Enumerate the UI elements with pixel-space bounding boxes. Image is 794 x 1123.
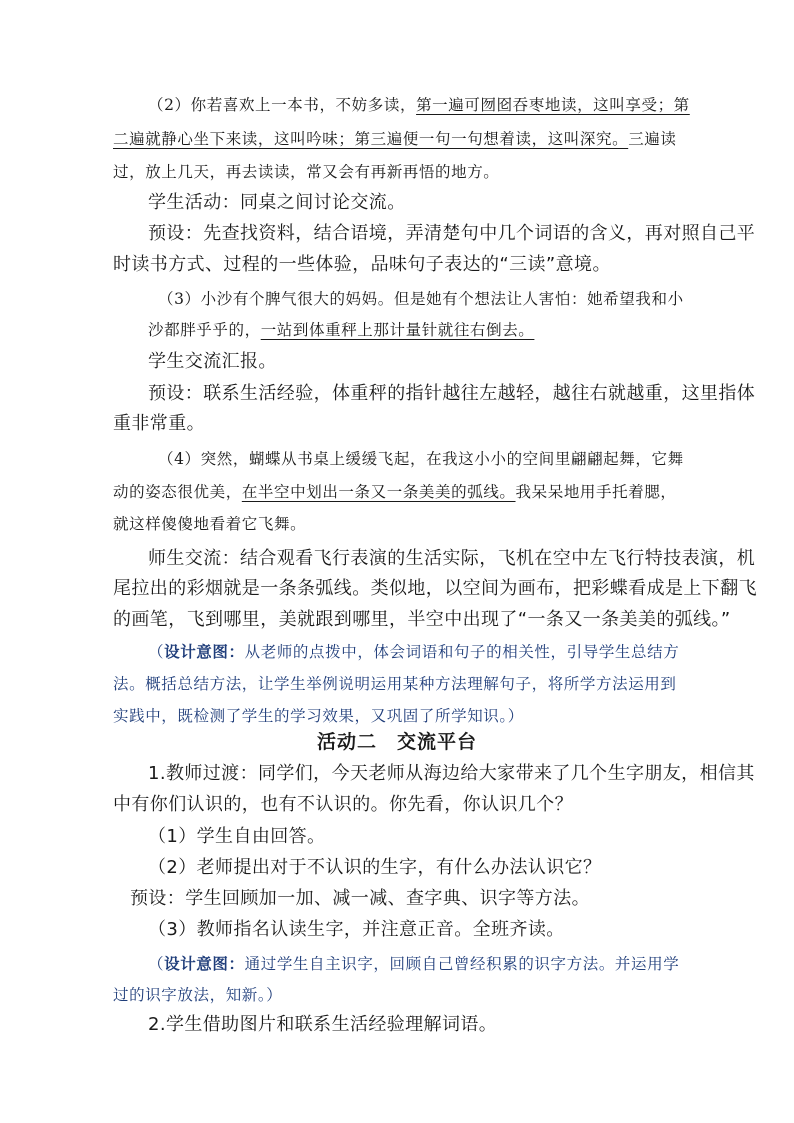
teacher-student-line-1: 师生交流：结合观看飞行表演的生活实际，飞机在空中左飞行特技表演，机 [148,548,756,569]
preset-3: 预设：学生回顾加一加、减一减、查字典、识字等方法。 [130,888,590,909]
text: 从老师的点拨中，体会词语和句子的相关性，引导学生总结方 [244,643,680,661]
underlined-text: 在半空中划出一条又一条美美的弧线。 [241,483,516,501]
teacher-student-line-2: 尾拉出的彩烟就是一条条弧线。类似地，以空间为画布，把彩蝶看成是上下翻飞 [113,578,757,599]
text: 三遍读 [628,130,677,148]
paragraph-3-line-2 [148,317,534,343]
text: 沙都胖乎乎的， [148,321,261,339]
design-intent-label: 设计意图： [164,642,245,661]
paragraph-4-line-1: （4）突然，蝴蝶从书桌上缓缓飞起，在我这小小的空间里翩翩起舞，它舞 [158,450,684,468]
paragraph-2-line-2 [113,126,677,152]
text: （ [148,643,165,661]
underlined-text: 二遍就静心坐下来读，这叫吟味；第三遍便一句一句想着读，这叫深究。 [113,130,629,148]
paragraph-3-line-1: （3）小沙有个脾气很大的妈妈。但是她有个想法让人害怕：她希望我和小 [158,290,684,308]
sub-step-1: （1）学生自由回答。 [148,826,326,847]
paragraph-4-line-2 [113,479,677,505]
underlined-text: 第一遍可囫囵吞枣地读，这叫享受；第 [416,96,690,114]
design-intent-1-line-3: 实践中，既检测了学生的学习效果，又巩固了所学知识。） [113,707,524,725]
sub-step-3: （3）教师指名认读生字，并注意正音。全班齐读。 [148,919,565,940]
item-1-line-2: 中有你们认识的，也有不认识的。你先看，你认识几个？ [113,794,573,815]
design-intent-2-line-1 [148,951,679,977]
teacher-student-line-3: 的画笔，飞到哪里，美就跟到哪里，半空中出现了“一条又一条美美的弧线。” [113,609,731,630]
preset-1-line-1: 预设：先查找资料，结合语境，弄清楚句中几个词语的含义，再对照自己平 [148,223,756,244]
design-intent-2-line-2: 过的识字放法，知新。） [113,986,283,1004]
text: 通过学生自主识字，回顾自己曾经积累的识字方法。并运用学 [244,955,680,973]
underlined-text: 一站到体重秤上那计量针就往右倒去。 [260,321,535,339]
item-1-line-1: 1.教师过渡：同学们，今天老师从海边给大家带来了几个生字朋友，相信其 [148,763,755,784]
sub-step-2: （2）老师提出对于不认识的生字，有什么办法认识它？ [148,857,602,878]
student-activity-1: 学生活动：同桌之间讨论交流。 [148,192,406,213]
preset-1-line-2: 时读书方式、过程的一些体验，品味句子表达的“三读”意境。 [113,254,611,275]
preset-2-line-2: 重非常重。 [113,413,205,434]
design-intent-1-line-2: 法。概括总结方法，让学生举例说明运用某种方法理解句子，将所学方法运用到 [113,675,677,693]
design-intent-label: 设计意图： [164,954,245,973]
section-heading: 活动二 交流平台 [316,731,477,753]
item-2: 2.学生借助图片和联系生活经验理解词语。 [148,1014,498,1035]
text: 我呆呆地用手托着腮， [515,483,677,501]
design-intent-1-line-1 [148,639,679,665]
paragraph-2-line-1 [148,92,690,118]
text: 动的姿态很优美， [113,483,242,501]
preset-2-line-1: 预设：联系生活经验，体重秤的指针越往左越轻，越往右就越重，这里指体 [148,383,756,404]
paragraph-4-line-3: 就这样傻傻地看着它飞舞。 [113,515,307,533]
text: （ [148,955,165,973]
paragraph-2-line-3: 过，放上几天，再去读读，常又会有再新再悟的地方。 [113,163,500,181]
student-activity-2: 学生交流汇报。 [148,351,277,372]
text: （2）你若喜欢上一本书，不妨多读， [148,96,417,114]
